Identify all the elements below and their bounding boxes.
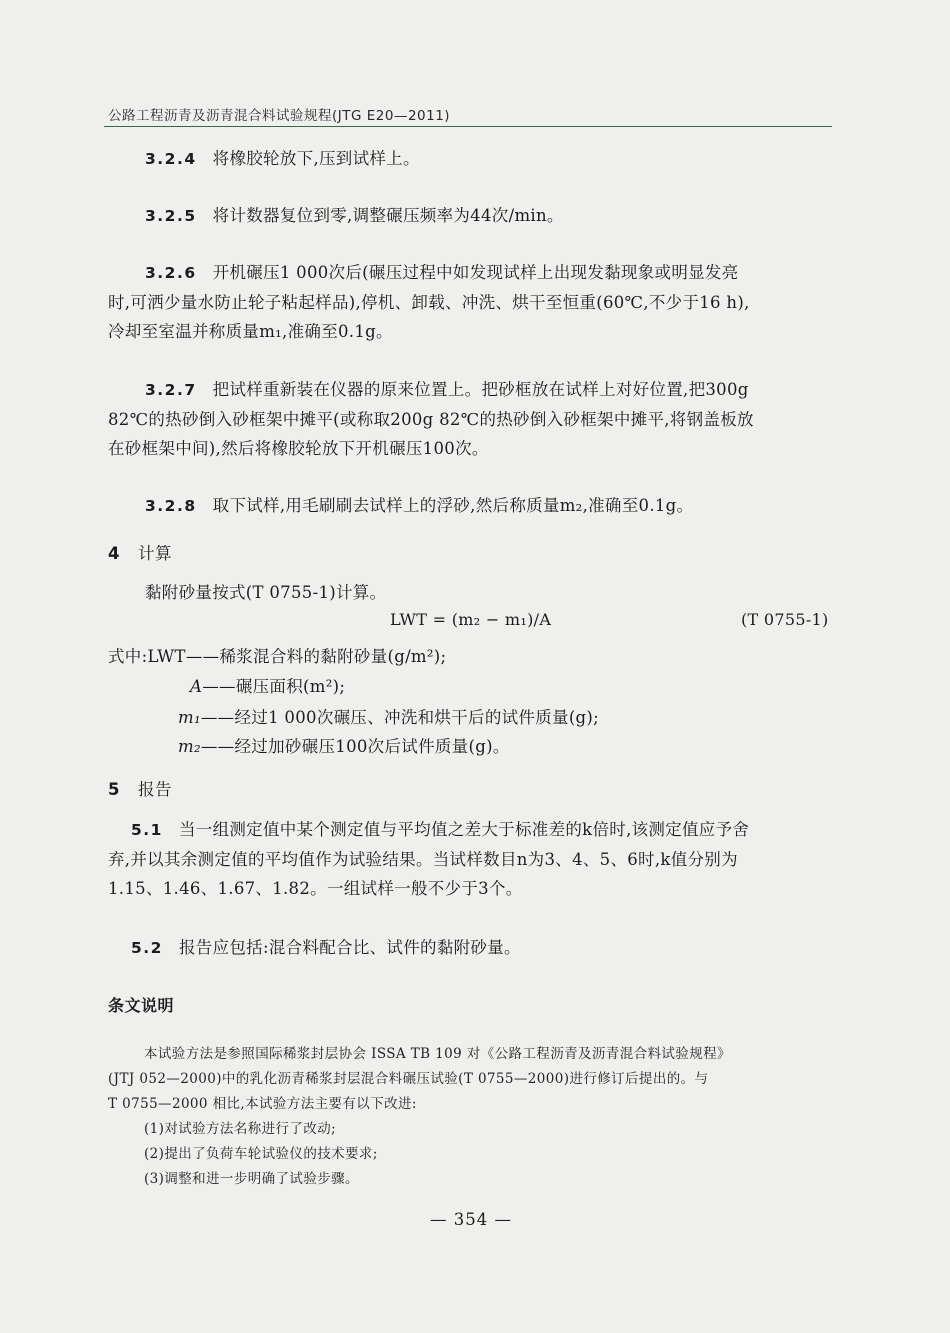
section-number: 4 — [108, 544, 120, 563]
section-heading-4 — [108, 540, 172, 564]
definition-dash: —— — [200, 737, 235, 756]
definition-symbol: m₁ — [178, 708, 201, 727]
where-label: 式中: — [108, 647, 148, 666]
step-text-line: 开机碾压1 000次后(碾压过程中如发现试样上出现发黏现象或明显发亮 — [212, 263, 739, 282]
section-number: 5 — [108, 780, 120, 799]
item-5-2 — [131, 933, 521, 963]
section-title: 报告 — [137, 780, 172, 799]
notes-line: (3)调整和进一步明确了试验步骤。 — [144, 1171, 359, 1187]
definition-dash: —— — [185, 647, 220, 666]
notes-line: (1)对试验方法名称进行了改动; — [144, 1121, 337, 1137]
item-text-line: 1.15、1.46、1.67、1.82。一组试样一般不少于3个。 — [108, 879, 523, 898]
step-3-2-6 — [108, 258, 843, 346]
page-number: — 354 — — [430, 1210, 512, 1229]
notes-line: 本试验方法是参照国际稀浆封层协会 ISSA TB 109 对《公路工程沥青及沥青混合料试验规程》 — [144, 1046, 731, 1062]
step-3-2-5 — [145, 201, 564, 231]
notes-title: 条文说明 — [108, 996, 175, 1015]
definition-text: 碾压面积(m²); — [235, 677, 346, 696]
definition-text: 稀浆混合料的黏附砂量(g/m²); — [219, 647, 447, 666]
definition-m2 — [178, 733, 510, 757]
running-header: 公路工程沥青及沥青混合料试验规程(JTG E20—2011) — [108, 108, 451, 124]
step-text-line: 冷却至室温并称质量m₁,准确至0.1g。 — [108, 322, 393, 341]
item-number: 5.1 — [131, 821, 163, 839]
header-rule — [104, 126, 832, 127]
definition-text: 经过1 000次碾压、冲洗和烘干后的试件质量(g); — [234, 708, 600, 727]
step-text-line: 在砂框架中间),然后将橡胶轮放下开机碾压100次。 — [108, 439, 489, 458]
formula-intro: 黏附砂量按式(T 0755-1)计算。 — [145, 583, 387, 602]
step-text-line: 时,可洒少量水防止轮子粘起样品),停机、卸载、冲洗、烘干至恒重(60℃,不少于16 h), — [108, 293, 750, 312]
step-text-line: 把试样重新装在仪器的原来位置上。把砂框放在试样上对好位置,把300g — [212, 380, 749, 399]
definition-symbol: m₂ — [178, 737, 201, 756]
section-title: 计算 — [137, 544, 172, 563]
step-3-2-7 — [108, 375, 843, 463]
step-number: 3.2.6 — [145, 264, 197, 282]
step-text: 将计数器复位到零,调整碾压频率为44次/min。 — [212, 206, 564, 225]
notes-line: T 0755—2000 相比,本试验方法主要有以下改进: — [108, 1096, 417, 1112]
step-3-2-4 — [145, 144, 420, 174]
step-number: 3.2.7 — [145, 381, 197, 399]
step-number: 3.2.4 — [145, 150, 197, 168]
step-3-2-8 — [145, 491, 693, 521]
definition-symbol: LWT — [147, 647, 186, 666]
formula-label: (T 0755-1) — [741, 610, 829, 629]
notes-body — [108, 1042, 843, 1192]
notes-line: (2)提出了负荷车轮试验仪的技术要求; — [144, 1146, 378, 1162]
definition-dash: —— — [200, 708, 235, 727]
item-text: 报告应包括:混合料配合比、试件的黏附砂量。 — [178, 938, 521, 957]
definition-text: 经过加砂碾压100次后试件质量(g)。 — [234, 737, 510, 756]
formula: LWT = (m₂ − m₁)/A — [390, 610, 552, 629]
definition-dash: —— — [202, 677, 236, 696]
section-heading-5 — [108, 776, 172, 800]
definition-a — [190, 673, 345, 697]
step-text-line: 82℃的热砂倒入砂框架中摊平(或称取200g 82℃的热砂倒入砂框架中摊平,将钢盖板放 — [108, 410, 754, 429]
step-number: 3.2.8 — [145, 497, 197, 515]
item-text-line: 弃,并以其余测定值的平均值作为试验结果。当试样数目n为3、4、5、6时,k值分别为 — [108, 850, 738, 869]
step-text: 将橡胶轮放下,压到试样上。 — [212, 149, 420, 168]
definition-symbol: A — [190, 677, 203, 696]
item-5-1 — [108, 815, 843, 903]
step-number: 3.2.5 — [145, 207, 197, 225]
step-text: 取下试样,用毛刷刷去试样上的浮砂,然后称质量m₂,准确至0.1g。 — [212, 496, 694, 515]
item-text-line: 当一组测定值中某个测定值与平均值之差大于标准差的k倍时,该测定值应予舍 — [178, 820, 750, 839]
definition-lwt — [108, 643, 446, 667]
definition-m1 — [178, 704, 599, 728]
notes-line: (JTJ 052—2000)中的乳化沥青稀浆封层混合料碾压试验(T 0755—2000)进行修订后提出的。与 — [108, 1071, 709, 1087]
item-number: 5.2 — [131, 939, 163, 957]
